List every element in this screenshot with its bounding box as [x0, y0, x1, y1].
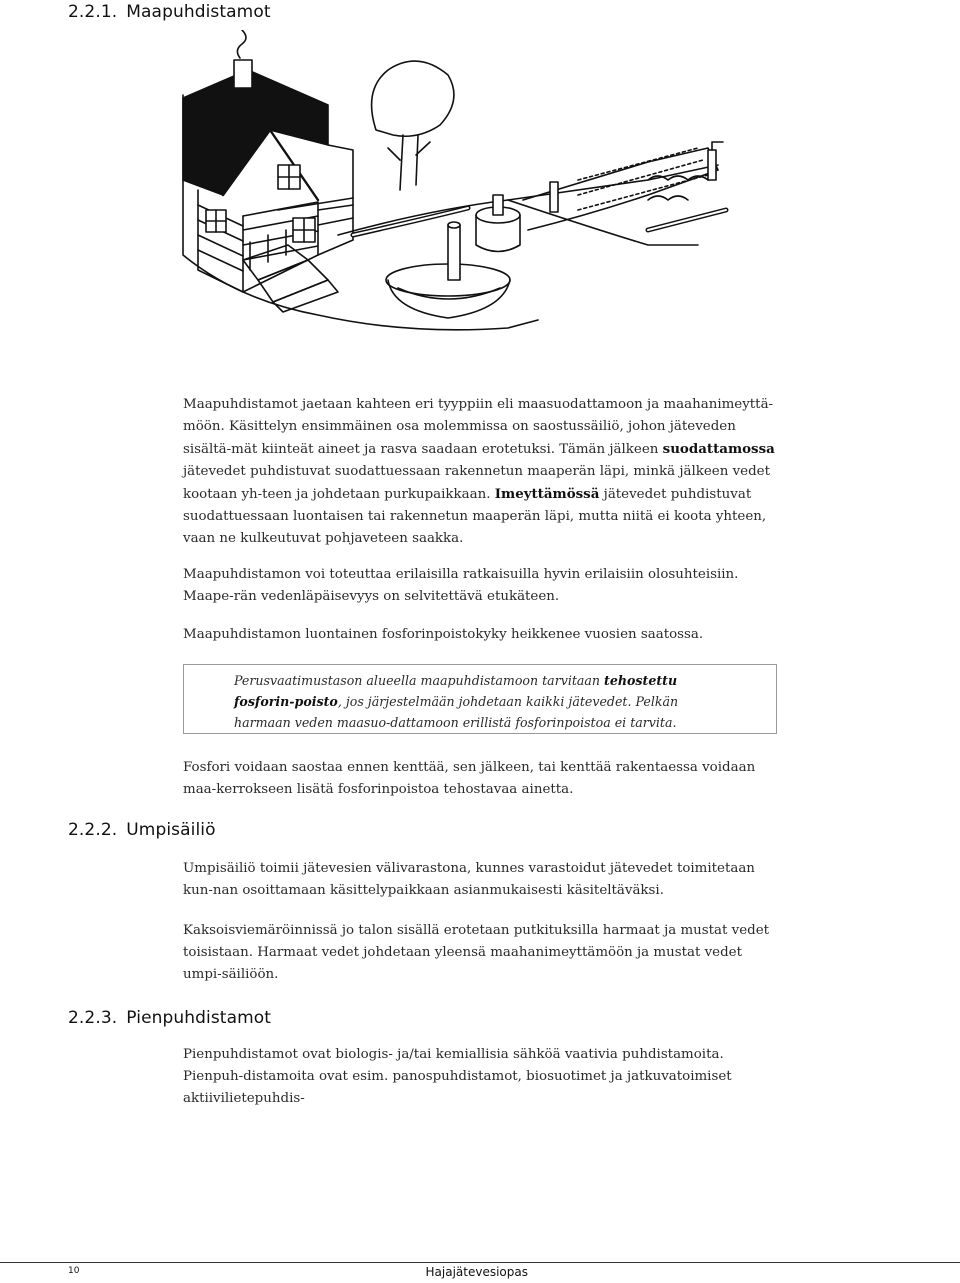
paragraph-phosphorus-precipitation: Fosfori voidaan saostaa ennen kenttää, sen jälkeen, tai kenttää rakentaessa voidaan maa-kerrokseen lisätä fosforinpoistoa tehostavaa ainetta.: [183, 760, 756, 797]
section-number: 2.2.3.: [68, 1008, 118, 1028]
note-text-part: Perusvaatimustason alueella maapuhdistamoon tarvitaan: [234, 673, 605, 688]
note-text: [234, 670, 724, 733]
paragraph-umpisailio: Umpisäiliö toimii jätevesien välivarastona, kunnes varastoidut jätevedet toimitetaan kun-nan osoittamaan käsittelypaikkaan asianmukaisesti käsiteltäväksi.: [183, 861, 755, 898]
paragraph-text: jätevedet puhdistuvat suodattuessaan luontaisen tai rakennetun maaperän läpi, mutta niitä ei koota yhteen, vaan ne kulkeutuvat pohjaveteen saakka.: [183, 487, 767, 546]
section-heading-umpisailio: [68, 820, 216, 840]
septic-system-illustration: [178, 30, 738, 380]
paragraph-pienpuhdistamot: Pienpuhdistamot ovat biologis- ja/tai kemiallisia sähköä vaativia puhdistamoita. Pienpuh-distamoita ovat esim. panospuhdistamot, biosuotimet ja jatkuvatoimiset aktiivilietepuhdis-: [183, 1047, 732, 1106]
section-number: 2.2.2.: [68, 820, 118, 840]
section-title: Maapuhdistamot: [126, 2, 271, 22]
note-emphasis: tehostettu fosforin-poisto: [234, 673, 678, 709]
page-number: 10: [68, 1266, 80, 1276]
section-title: Pienpuhdistamot: [126, 1008, 272, 1028]
paragraph-maapuhdistamo-types: [183, 394, 775, 550]
publication-title: Hajajätevesiopas: [425, 1265, 528, 1279]
paragraph-text: jätevedet puhdistuvat suodattuessaan rakennetun maaperän läpi, minkä jälkeen vedet kootaan yh-teen ja johdetaan purkupaikkaan.: [183, 464, 770, 502]
section-number: 2.2.1.: [68, 2, 118, 22]
footer-rule: [0, 1262, 960, 1263]
term-imeyttamo: Imeyttämössä: [494, 486, 600, 502]
section-heading-pienpuhdistamot: [68, 1008, 271, 1028]
section-title: Umpisäiliö: [126, 820, 216, 840]
paragraph-phosphorus: Maapuhdistamon luontainen fosforinpoistokyky heikkenee vuosien saatossa.: [183, 627, 704, 642]
note-box: [183, 664, 777, 734]
paragraph-text: Maapuhdistamot jaetaan kahteen eri tyyppiin eli maasuodattamoon ja maahanimeyttä-möön. Käsittelyn ensimmäinen osa molemmissa on saostussäiliö, johon jäteveden sisältä-mät kiinteät aineet ja rasva saadaan erotetuksi. Tämän jälkeen: [183, 397, 774, 457]
paragraph-implementation: Maapuhdistamon voi toteuttaa erilaisilla ratkaisuilla hyvin erilaisiin olosuhteisiin. Maape-rän vedenläpäisevyys on selvitettävä etukäteen.: [183, 567, 739, 604]
term-suodattamo: suodattamossa: [662, 441, 775, 457]
section-heading-maapuhdistamot: [68, 2, 271, 22]
paragraph-kaksoisviemarointi: Kaksoisviemäröinnissä jo talon sisällä erotetaan putkituksilla harmaat ja mustat vedet toisistaan. Harmaat vedet johdetaan yleensä maahanimeyttämöön ja mustat vedet umpi-säiliöön.: [183, 923, 770, 982]
note-text-part: , jos järjestelmään johdetaan kaikki jätevedet. Pelkän harmaan veden maasuo-dattamoon erillistä fosforinpoistoa ei tarvita.: [234, 694, 679, 730]
